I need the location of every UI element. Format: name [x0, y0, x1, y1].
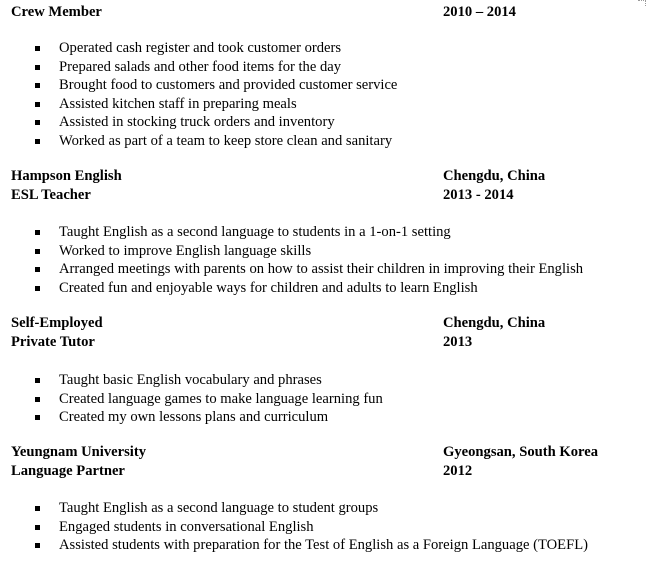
entry-header: [11, 314, 641, 333]
list-item-text: Prepared salads and other food items for the day: [59, 58, 342, 75]
list-item-text: Assisted students with preparation for the Test of English as a Foreign Language (TOEFL): [59, 537, 588, 553]
bullet-icon: [35, 83, 40, 88]
list-item: [0, 260, 583, 279]
entry-subheader: [11, 186, 641, 205]
bullet-icon: [35, 249, 40, 254]
entry-dates: 2013 - 2014: [443, 187, 514, 203]
entry-header: [11, 167, 641, 186]
bullet-icon: [35, 506, 40, 511]
bullet-icon: [35, 415, 40, 420]
list-item-text: Worked as part of a team to keep store clean and sanitary: [59, 132, 393, 149]
entry-header: [11, 443, 641, 462]
entry-subheader: [11, 333, 641, 352]
list-item: [0, 518, 588, 537]
list-item-text: Taught English as a second language to students in a 1-on-1 setting: [59, 224, 451, 240]
entry-bullet-list: [0, 371, 383, 427]
list-item-text: Taught basic English vocabulary and phrases: [59, 372, 322, 388]
bullet-icon: [35, 378, 40, 383]
entry-location: Chengdu, China: [443, 315, 546, 331]
entry-organization: Yeungnam University: [11, 444, 146, 460]
list-item: [0, 242, 583, 261]
list-item: [0, 95, 397, 114]
bullet-icon: [35, 267, 40, 272]
entry-bullet-list: [0, 499, 588, 555]
list-item-text: Assisted in stocking truck orders and inventory: [59, 114, 335, 130]
list-item-text: Taught English as a second language to student groups: [59, 500, 379, 516]
list-item: [0, 371, 383, 390]
list-item: [0, 58, 397, 77]
entry-dates: 2013: [443, 334, 473, 350]
list-item: [0, 223, 583, 242]
bullet-icon: [35, 46, 40, 51]
entry-dates: 2010 – 2014: [443, 4, 516, 20]
entry-subheader: [11, 462, 641, 481]
list-item: [0, 279, 583, 298]
entry-role: ESL Teacher: [11, 187, 91, 203]
entry-bullet-list: [0, 39, 397, 150]
entry-bullet-list: [0, 223, 583, 297]
entry-dates: 2012: [443, 463, 473, 479]
list-item: [0, 408, 383, 427]
entry-location: Gyeongsan, South Korea: [443, 444, 599, 460]
entry-organization: Self-Employed: [11, 315, 103, 331]
bullet-icon: [35, 120, 40, 125]
list-item: [0, 39, 397, 58]
list-item: [0, 499, 588, 518]
entry-organization: Hampson English: [11, 168, 122, 184]
list-item-text: Created fun and enjoyable ways for children and adults to learn English: [59, 279, 478, 296]
list-item: [0, 132, 397, 151]
bullet-icon: [35, 543, 40, 548]
bullet-icon: [35, 397, 40, 402]
list-item: [0, 536, 588, 555]
list-item-text: Arranged meetings with parents on how to assist their children in improving their English: [59, 261, 584, 277]
bullet-icon: [35, 139, 40, 144]
list-item: [0, 113, 397, 132]
bullet-icon: [35, 525, 40, 530]
list-item-text: Operated cash register and took customer orders: [59, 40, 342, 56]
list-item-text: Worked to improve English language skills: [59, 242, 312, 259]
entry-header: [11, 3, 641, 22]
entry-role: Private Tutor: [11, 334, 95, 350]
list-item: [0, 76, 397, 95]
list-item-text: Assisted kitchen staff in preparing meals: [59, 95, 297, 112]
list-item: [0, 390, 383, 409]
bullet-icon: [35, 65, 40, 70]
list-item-text: Engaged students in conversational English: [59, 518, 314, 535]
list-item-text: Created my own lessons plans and curriculum: [59, 409, 329, 425]
bullet-icon: [35, 230, 40, 235]
entry-role: Language Partner: [11, 463, 125, 479]
list-item-text: Brought food to customers and provided customer service: [59, 77, 398, 93]
bullet-icon: [35, 102, 40, 107]
list-item-text: Created language games to make language learning fun: [59, 390, 383, 407]
entry-location: Chengdu, China: [443, 168, 546, 184]
entry-title: Crew Member: [11, 4, 102, 20]
bullet-icon: [35, 286, 40, 291]
